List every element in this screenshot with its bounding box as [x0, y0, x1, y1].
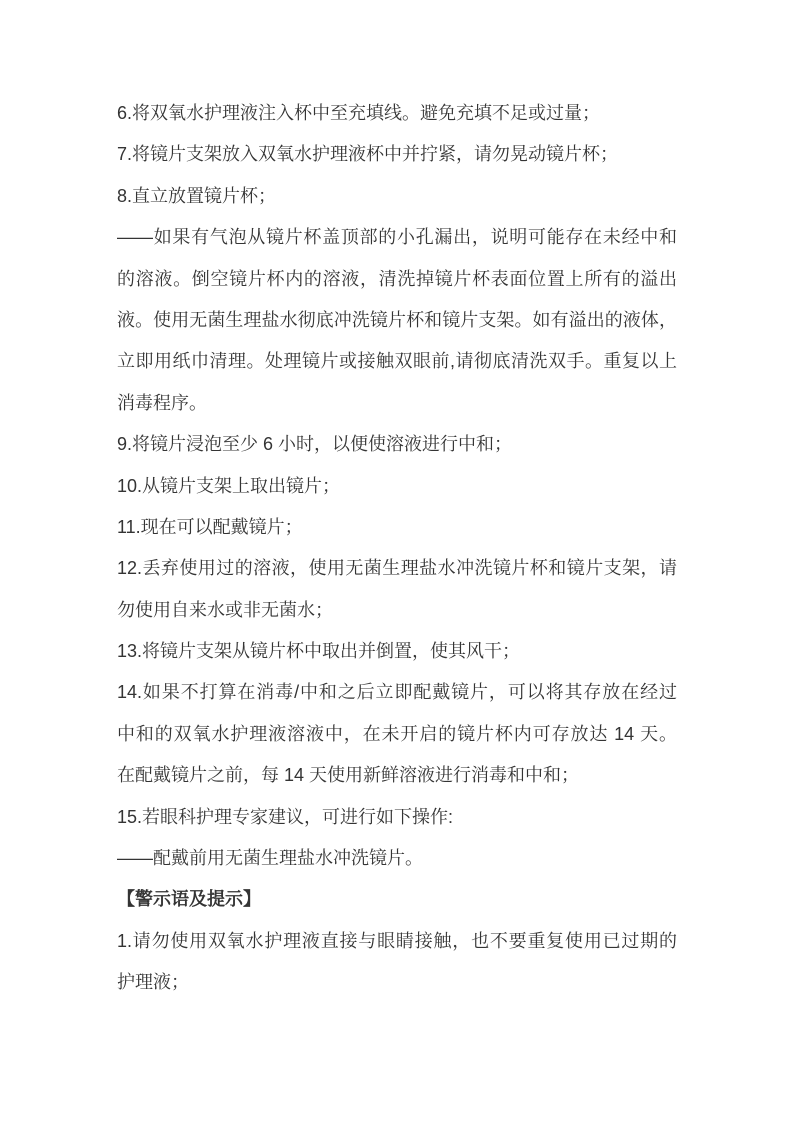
step-7	[117, 134, 677, 175]
step-15-line-1: 15.若眼科护理专家建议，可进行如下操作:	[117, 806, 454, 827]
step-15-note	[117, 838, 677, 879]
step-8-line-1: 8.直立放置镜片杯；	[117, 185, 277, 206]
step-8-note-line-2: 的溶液。倒空镜片杯内的溶液，清洗掉镜片杯表面位置上所有的溢出	[117, 268, 677, 289]
step-14	[117, 672, 677, 796]
step-8-note	[117, 217, 677, 424]
step-6-line-1: 6.将双氧水护理液注入杯中至充填线。避免充填不足或过量；	[117, 103, 601, 123]
step-9-line-1: 9.将镜片浸泡至少 6 小时，以便使溶液进行中和；	[117, 434, 513, 455]
step-8-note-line-4: 立即用纸巾清理。处理镜片或接触双眼前,请彻底清洗双手。重复以上	[117, 351, 677, 372]
warning-1-line-2: 护理液；	[117, 972, 189, 993]
step-15	[117, 797, 677, 838]
document-body	[117, 93, 677, 1004]
step-7-line-1: 7.将镜片支架放入双氧水护理液杯中并拧紧，请勿晃动镜片杯；	[117, 144, 619, 165]
step-14-line-3: 在配戴镜片之前，每 14 天使用新鲜溶液进行消毒和中和；	[117, 765, 580, 786]
step-13	[117, 631, 677, 672]
step-14-line-2: 中和的双氧水护理液溶液中，在未开启的镜片杯内可存放达 14 天。	[117, 723, 677, 744]
step-8	[117, 176, 677, 217]
step-10-line-1: 10.从镜片支架上取出镜片；	[117, 475, 341, 496]
step-8-note-line-1: ——如果有气泡从镜片杯盖顶部的小孔漏出，说明可能存在未经中和	[117, 227, 677, 248]
step-11-line-1: 11.现在可以配戴镜片；	[117, 516, 303, 537]
step-8-note-line-5: 消毒程序。	[117, 392, 207, 413]
step-15-note-line-1: ——配戴前用无菌生理盐水冲洗镜片。	[117, 848, 423, 869]
warning-1-line-1: 1.请勿使用双氧水护理液直接与眼睛接触，也不要重复使用已过期的	[117, 930, 677, 951]
step-12-line-1: 12.丢弃使用过的溶液，使用无菌生理盐水冲洗镜片杯和镜片支架，请	[117, 558, 677, 579]
step-6	[117, 93, 677, 134]
warning-1	[117, 921, 677, 1004]
step-14-line-1: 14.如果不打算在消毒/中和之后立即配戴镜片，可以将其存放在经过	[117, 682, 677, 703]
step-10	[117, 466, 677, 507]
step-11	[117, 507, 677, 548]
step-12	[117, 548, 677, 631]
step-8-note-line-3: 液。使用无菌生理盐水彻底冲洗镜片杯和镜片支架。如有溢出的液体，	[117, 309, 677, 330]
step-12-line-2: 勿使用自来水或非无菌水；	[117, 599, 333, 620]
warnings-heading-line-1: 【警示语及提示】	[117, 889, 261, 910]
warnings-heading	[117, 879, 677, 920]
step-9	[117, 424, 677, 465]
step-13-line-1: 13.将镜片支架从镜片杯中取出并倒置，使其风干；	[117, 641, 521, 662]
